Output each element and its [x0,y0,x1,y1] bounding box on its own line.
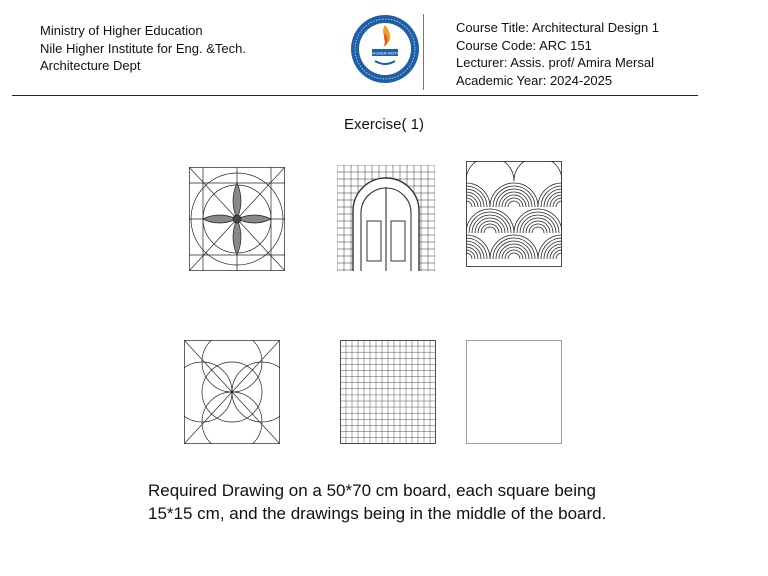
institution-block [40,22,246,75]
tile-fish-scale [466,161,562,267]
header-divider [423,14,424,90]
drawing-instructions: Required Drawing on a 50*70 cm board, each square being 15*15 cm, and the drawings being in the middle of the board. [148,481,607,523]
institute-logo [349,13,421,85]
department-line: Architecture Dept [40,58,141,73]
exercise-title: Exercise( 1) [343,116,425,133]
course-code-line: Course Code: ARC 151 [456,37,592,53]
institute-line: Nile Higher Institute for Eng. &Tech. [40,40,246,56]
lecturer-line: Lecturer: Assis. prof/ Amira Mersal [456,55,654,70]
course-title-line: Course Title: Architectural Design 1 [456,20,660,35]
tile-fine-grid [340,340,436,444]
tile-interlaced-arcs [184,340,280,444]
header-rule [12,95,698,96]
academic-year-line: Academic Year: 2024-2025 [456,72,613,88]
ministry-line: Ministry of Higher Education [40,23,203,38]
course-info-block [456,19,659,89]
tile-quatrefoil-flower [189,167,285,271]
tile-arched-door-grid [337,165,435,271]
logo-text: NILE HIGHER INSTITUTE [361,50,409,56]
tile-blank [466,340,562,444]
